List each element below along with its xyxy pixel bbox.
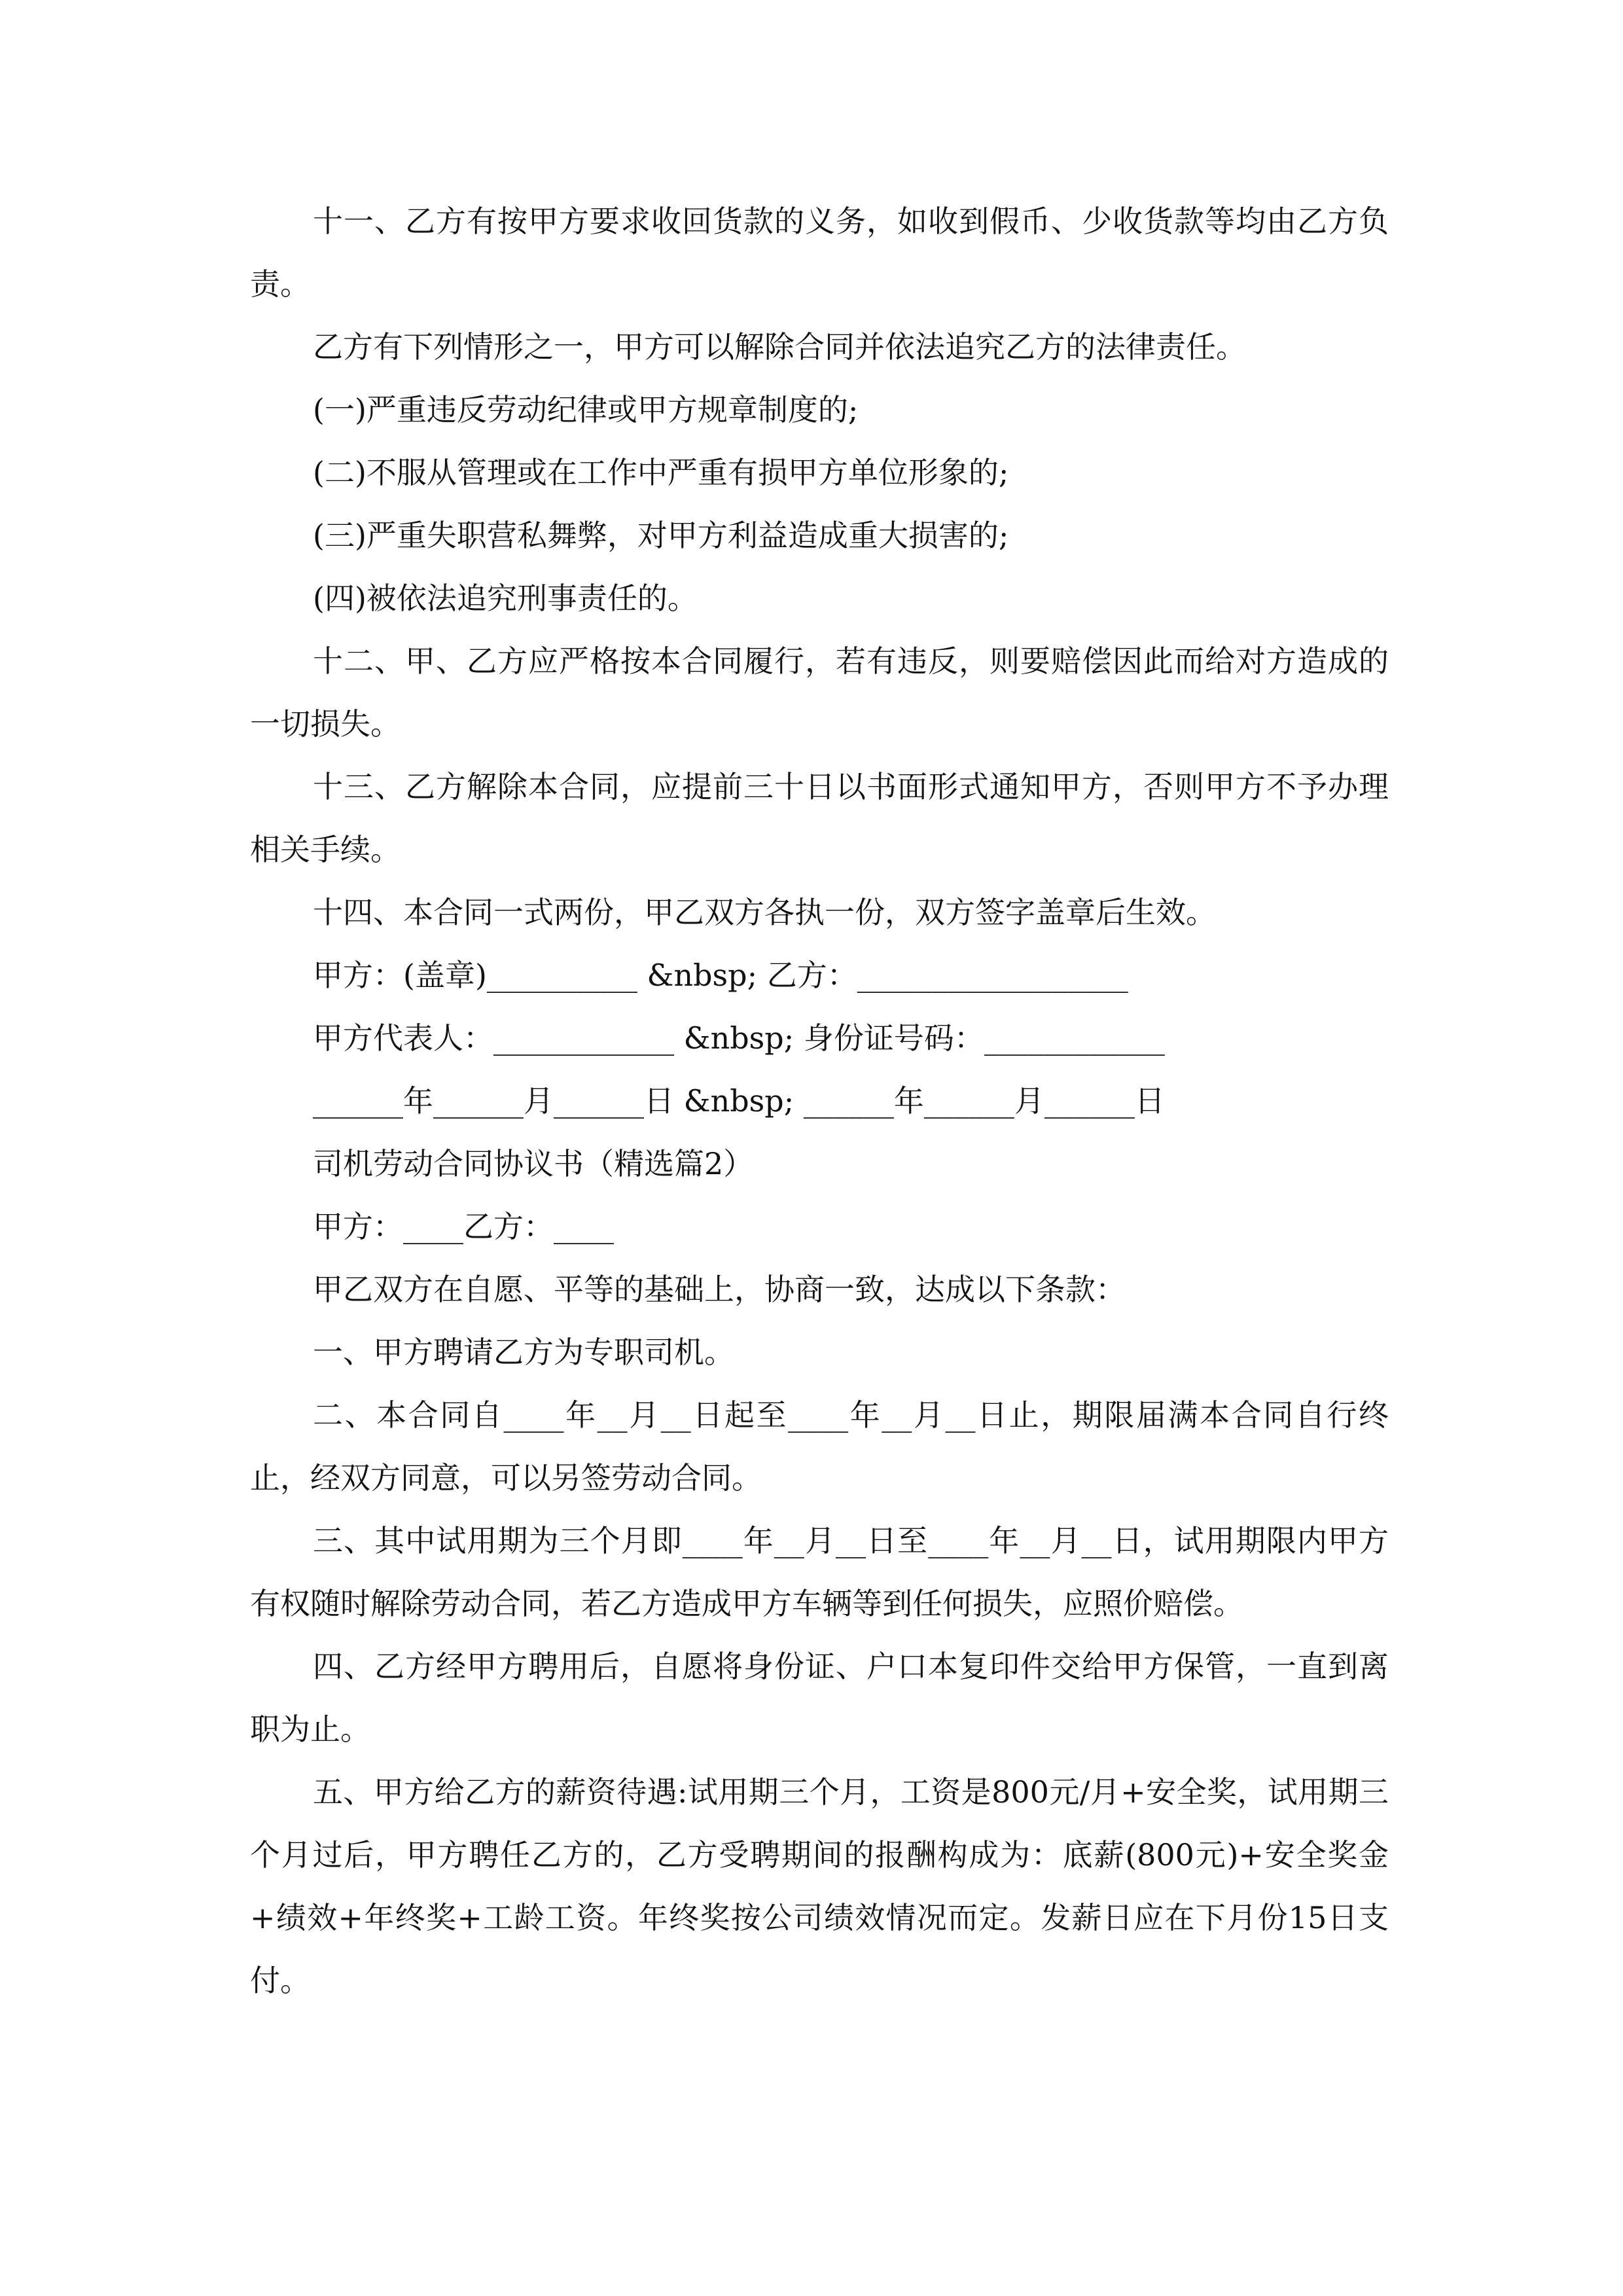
termination-item-1: (一)严重违反劳动纪律或甲方规章制度的;: [313, 392, 859, 427]
termination-item-3: (三)严重失职营私舞弊，对甲方利益造成重大损害的;: [313, 518, 1009, 553]
article-1: 一、甲方聘请乙方为专职司机。: [313, 1335, 734, 1370]
parties-line: 甲方：____乙方：____: [313, 1209, 614, 1244]
signature-line-dates: ______年______月______日 &nbsp; ______年______月______日: [313, 1083, 1165, 1119]
preamble: 甲乙双方在自愿、平等的基础上，协商一致，达成以下条款：: [313, 1272, 1126, 1307]
article-3: 三、其中试用期为三个月即____年__月__日至____年__月__日，试用期限内甲方有权随时解除劳动合同，若乙方造成甲方车辆等到任何损失，应照价赔偿。: [250, 1523, 1389, 1621]
section-heading: 司机劳动合同协议书（精选篇2）: [313, 1146, 754, 1181]
article-5: 五、甲方给乙方的薪资待遇:试用期三个月，工资是800元/月+安全奖，试用期三个月过后，甲方聘任乙方的，乙方受聘期间的报酬构成为：底薪(800元)+安全奖金+绩效+年终奖+工龄工资。年终奖按公司绩效情况而定。发薪日应在下月份15日支付。: [250, 1774, 1389, 1998]
termination-item-4: (四)被依法追究刑事责任的。: [313, 581, 698, 616]
clause-13: 十三、乙方解除本合同，应提前三十日以书面形式通知甲方，否则甲方不予办理相关手续。: [250, 769, 1389, 867]
clause-11: 十一、乙方有按甲方要求收回货款的义务，如收到假币、少收货款等均由乙方负责。: [250, 204, 1389, 302]
signature-line-representative: 甲方代表人：____________ &nbsp; 身份证号码：____________: [313, 1020, 1165, 1056]
signature-line-parties: 甲方：(盖章)__________ &nbsp; 乙方：__________________: [313, 958, 1128, 993]
termination-item-2: (二)不服从管理或在工作中严重有损甲方单位形象的;: [313, 455, 1009, 490]
clause-12: 十二、甲、乙方应严格按本合同履行，若有违反，则要赔偿因此而给对方造成的一切损失。: [250, 643, 1389, 742]
document-body: [250, 190, 1389, 2012]
article-4: 四、乙方经甲方聘用后，自愿将身份证、户口本复印件交给甲方保管，一直到离职为止。: [250, 1649, 1389, 1747]
article-2: 二、本合同自____年__月__日起至____年__月__日止，期限届满本合同自行终止，经双方同意，可以另签劳动合同。: [250, 1397, 1389, 1496]
clause-14: 十四、本合同一式两份，甲乙双方各执一份，双方签字盖章后生效。: [313, 895, 1216, 930]
termination-intro: 乙方有下列情形之一，甲方可以解除合同并依法追究乙方的法律责任。: [313, 329, 1246, 365]
